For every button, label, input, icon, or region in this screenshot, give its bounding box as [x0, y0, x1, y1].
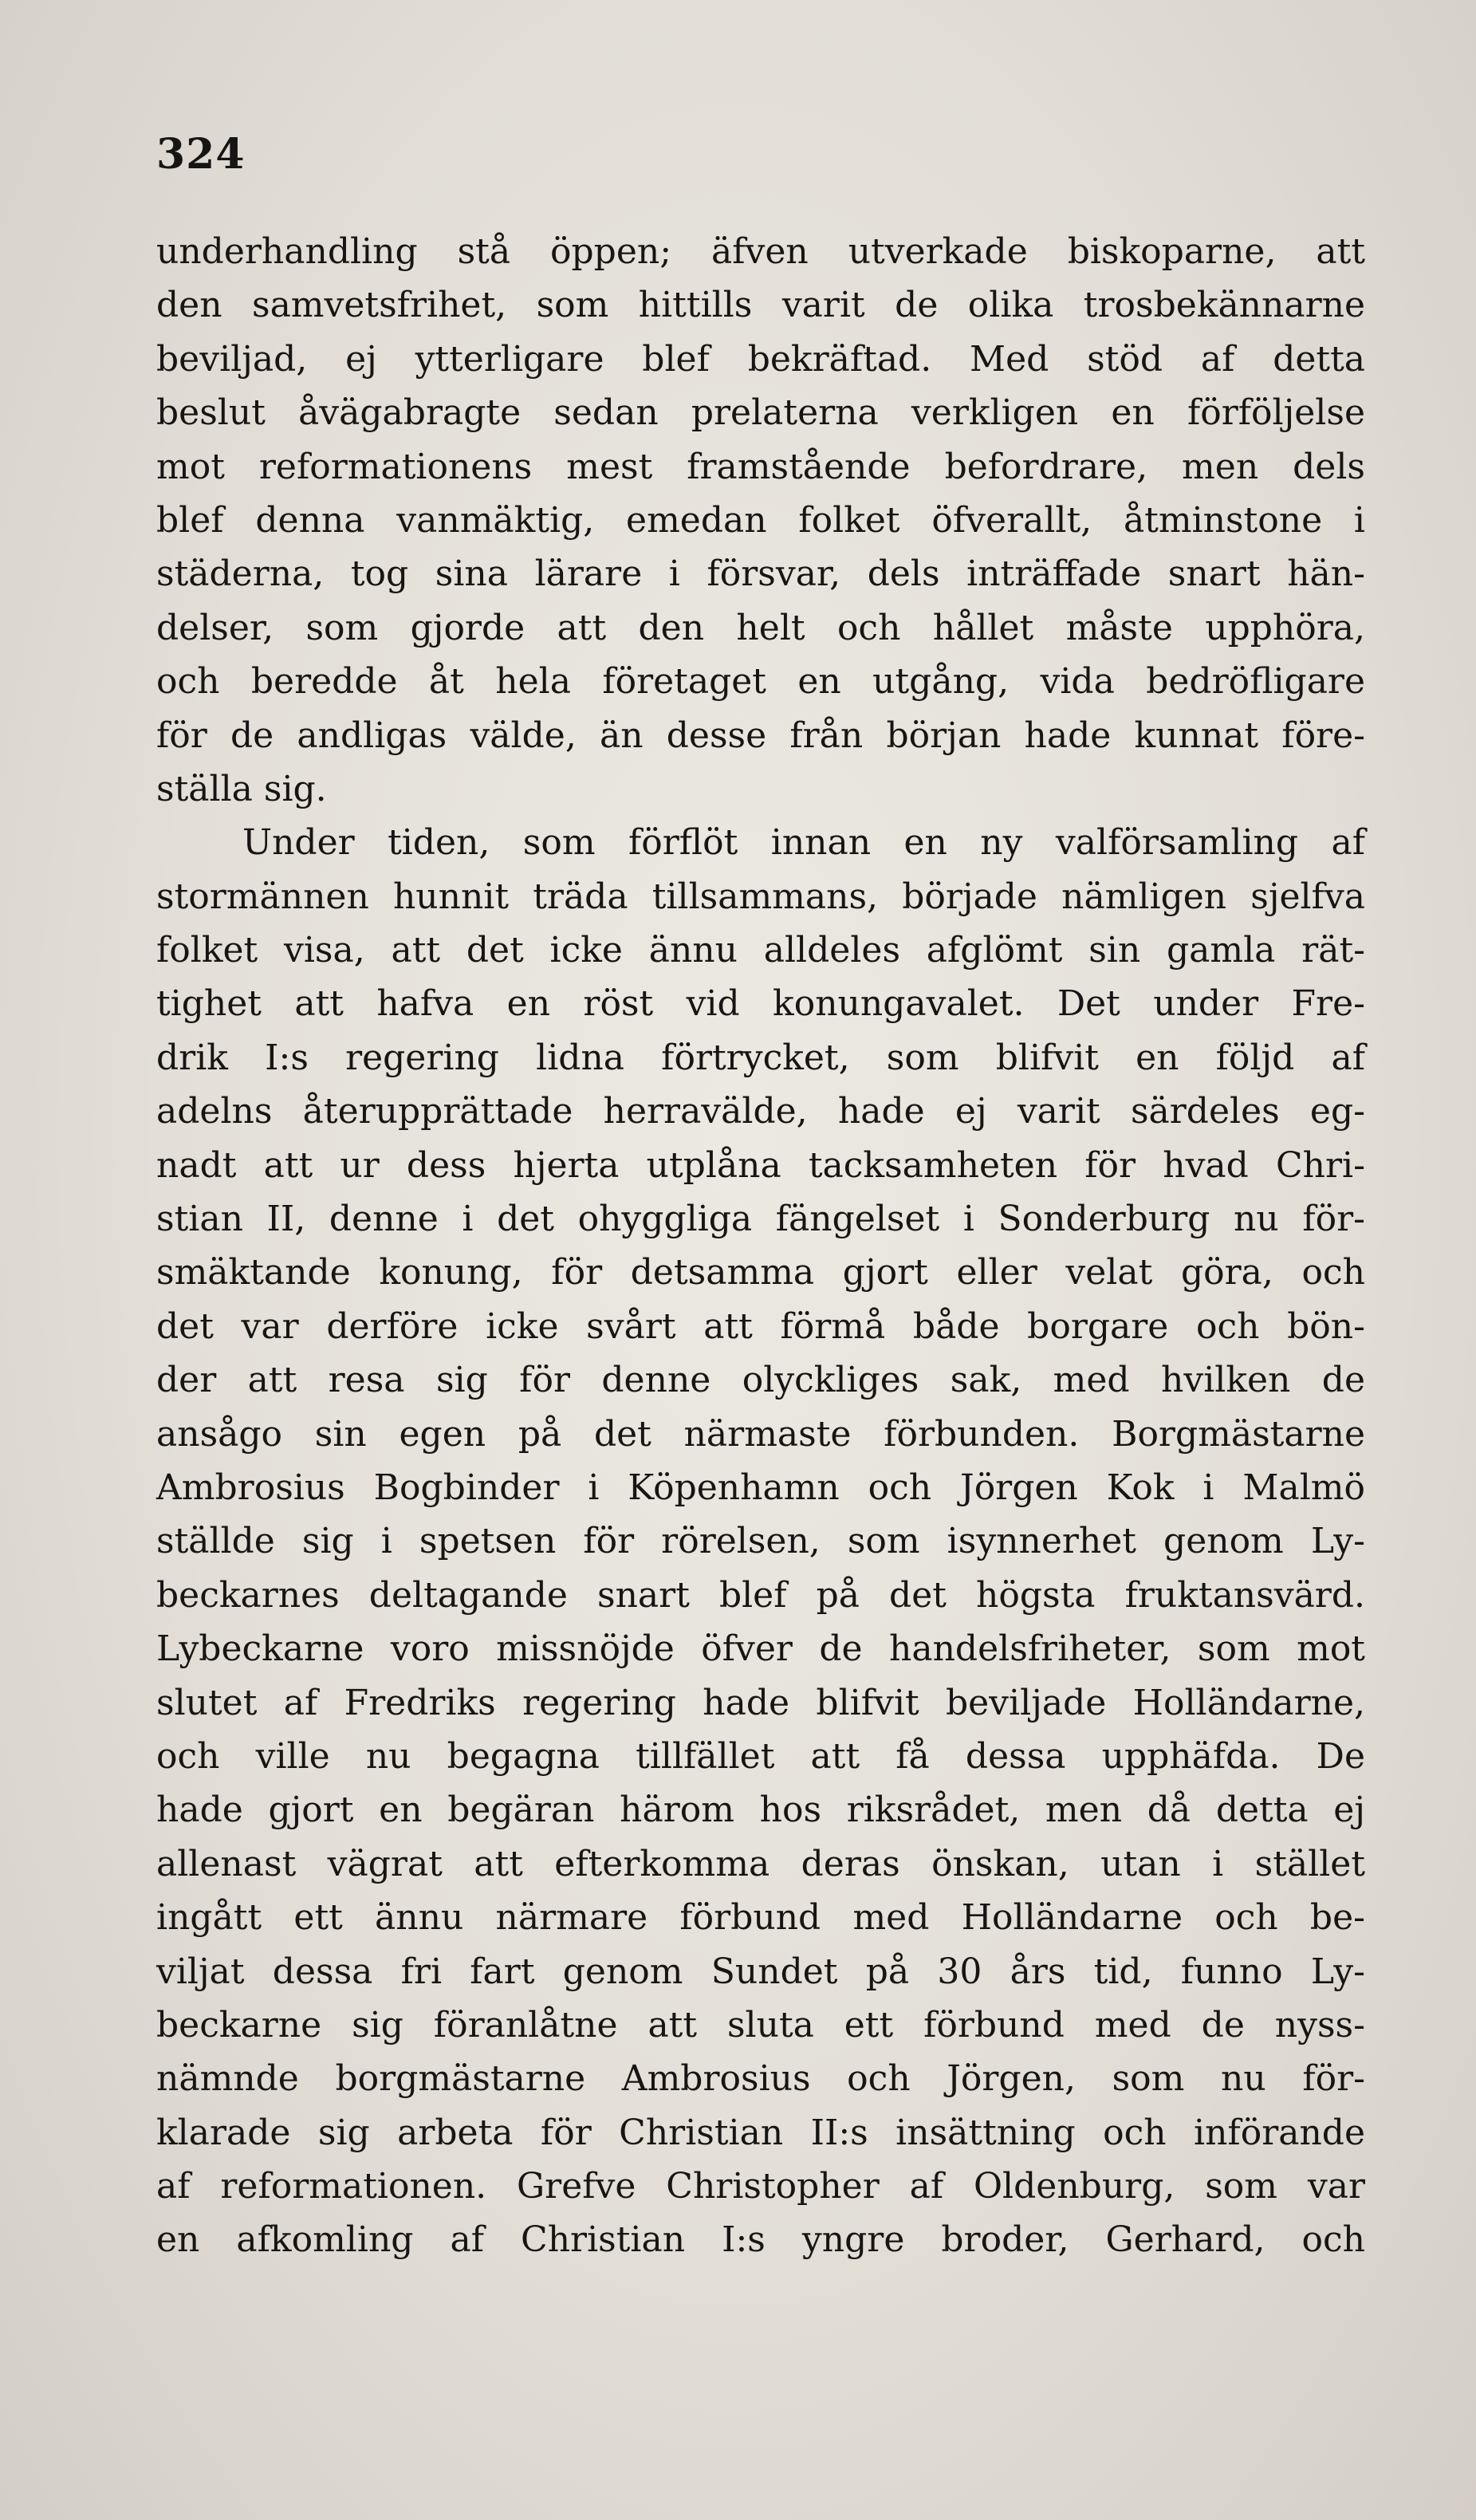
- text-line: tighet att hafva en röst vid konungavalet. Det under Fre-: [156, 983, 1365, 1025]
- text-line: och beredde åt hela företaget en utgång, vida bedröfligare: [156, 661, 1365, 703]
- text-line: beviljad, ej ytterligare blef bekräftad. Med stöd af detta: [156, 338, 1365, 380]
- text-line: der att resa sig för denne olyckliges sak, med hvilken de: [156, 1360, 1365, 1401]
- text-line: adelns återupprättade herravälde, hade ej varit särdeles eg-: [156, 1091, 1365, 1132]
- text-line: en afkomling af Christian I:s yngre broder, Gerhard, och: [156, 2219, 1365, 2261]
- text-line: beckarne sig föranlåtne att sluta ett förbund med de nyss-: [156, 2004, 1365, 2046]
- text-line: klarade sig arbeta för Christian II:s insättning och införande: [156, 2112, 1365, 2153]
- text-line: ingått ett ännu närmare förbund med Holländarne och be-: [156, 1897, 1365, 1939]
- text-line: viljat dessa fri fart genom Sundet på 30 års tid, funno Ly-: [156, 1951, 1365, 1992]
- text-line: det var derföre icke svårt att förmå både borgare och bön-: [156, 1305, 1365, 1347]
- text-line: stian II, denne i det ohyggliga fängelset i Sonderburg nu för-: [156, 1199, 1365, 1240]
- text-line: drik I:s regering lidna förtrycket, som blifvit en följd af: [156, 1037, 1365, 1078]
- text-line: mot reformationens mest framstående befordrare, men dels: [156, 446, 1365, 487]
- text-line: den samvetsfrihet, som hittills varit de olika trosbekännarne: [156, 285, 1365, 326]
- text-line: smäktande konung, för detsamma gjort eller velat göra, och: [156, 1252, 1365, 1293]
- text-line: städerna, tog sina lärare i försvar, dels inträffade snart hän-: [156, 553, 1365, 595]
- text-line: af reformationen. Grefve Christopher af Oldenburg, som var: [156, 2166, 1365, 2207]
- text-line: hade gjort en begäran härom hos riksrådet, men då detta ej: [156, 1790, 1365, 1831]
- text-line: underhandling stå öppen; äfven utverkade biskoparne, att: [156, 231, 1365, 272]
- text-line: folket visa, att det icke ännu alldeles afglömt sin gamla rät-: [156, 930, 1365, 971]
- text-line: delser, som gjorde att den helt och hållet måste upphöra,: [156, 607, 1365, 648]
- text-line: ställde sig i spetsen för rörelsen, som isynnerhet genom Ly-: [156, 1521, 1365, 1562]
- text-line: för de andligas välde, än desse från början hade kunnat före-: [156, 715, 1365, 756]
- text-line: beslut åvägabragte sedan prelaterna verkligen en förföljelse: [156, 392, 1365, 434]
- text-line: nadt att ur dess hjerta utplåna tacksamheten för hvad Chri-: [156, 1144, 1365, 1186]
- text-line: Lybeckarne voro missnöjde öfver de handelsfriheter, som mot: [156, 1628, 1365, 1670]
- body-text: [156, 225, 1365, 2267]
- text-line: och ville nu begagna tillfället att få dessa upphäfda. De: [156, 1735, 1365, 1777]
- text-line: allenast vägrat att efterkomma deras önskan, utan i stället: [156, 1843, 1365, 1884]
- paragraph-first-line: Under tiden, som förflöt innan en ny valförsamling af: [242, 822, 1365, 864]
- text-line: slutet af Fredriks regering hade blifvit beviljade Holländarne,: [156, 1682, 1365, 1723]
- text-line: stormännen hunnit träda tillsammans, började nämligen sjelfva: [156, 876, 1365, 917]
- text-line: beckarnes deltagande snart blef på det högsta fruktansvärd.: [156, 1574, 1365, 1616]
- text-line: ställa sig.: [156, 768, 327, 809]
- text-line: ansågo sin egen på det närmaste förbunden. Borgmästarne: [156, 1413, 1365, 1455]
- text-line: nämnde borgmästarne Ambrosius och Jörgen, som nu för-: [156, 2058, 1365, 2100]
- text-line: blef denna vanmäktig, emedan folket öfverallt, åtminstone i: [156, 499, 1365, 541]
- page-number: 324: [156, 130, 246, 179]
- text-line: Ambrosius Bogbinder i Köpenhamn och Jörgen Kok i Malmö: [156, 1467, 1365, 1508]
